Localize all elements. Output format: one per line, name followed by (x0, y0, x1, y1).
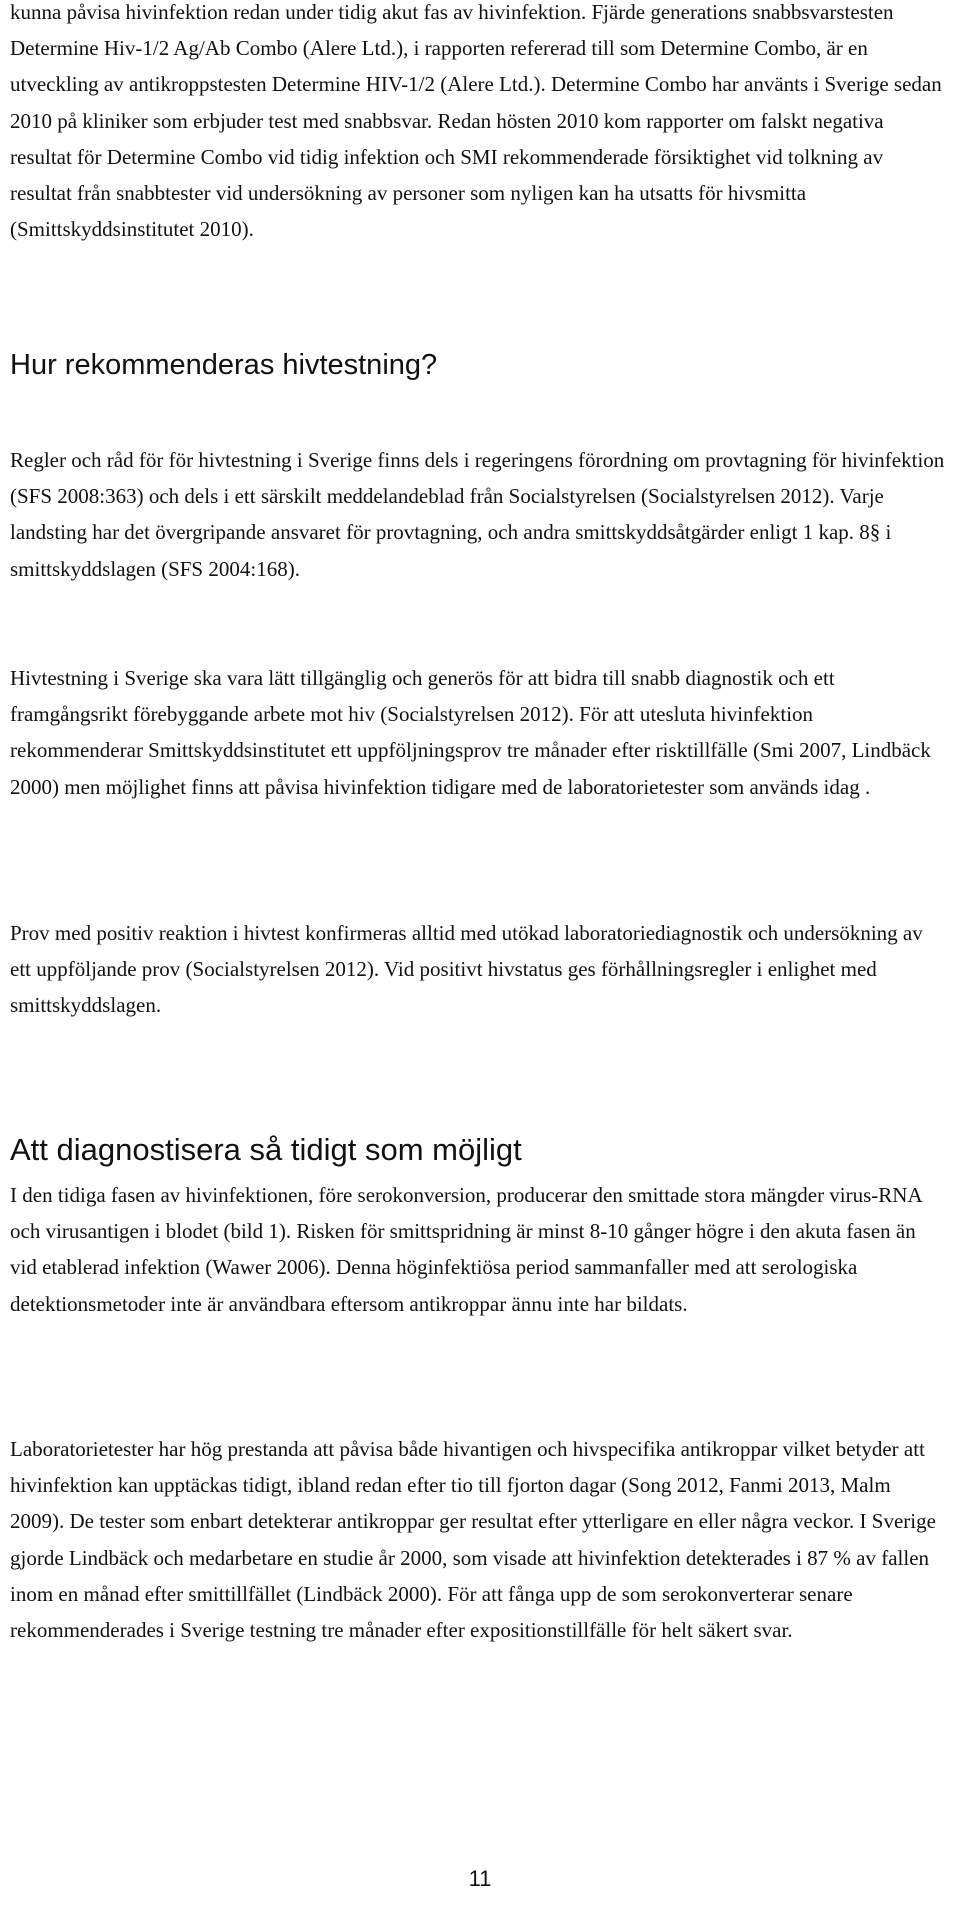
heading-early-diagnosis: Att diagnostisera så tidigt som möjligt (10, 1132, 522, 1167)
heading-hivtesting: Hur rekommenderas hivtestning? (10, 349, 438, 381)
intro-paragraph: kunna påvisa hivinfektion redan under tidig akut fas av hivinfektion. Fjärde generations snabbsvarstesten Determine Hiv-1/2 Ag/Ab Combo (Alere Ltd.), i rapporten refererad till som Determine Combo, är en utveckling av antikroppstesten Determine HIV-1/2 (Alere Ltd.). Determine Combo har använts i Sverige sedan 2010 på kliniker som erbjuder test med snabbsvar. Redan hösten 2010 kom rapporter om falskt negativa resultat för Determine Combo vid tidig infektion och SMI rekommenderade försiktighet vid tolkning av resultat från snabbtester vid undersökning av personer som nyligen kan ha utsatts för hivsmitta (Smittskyddsinstitutet 2010). (10, 0, 942, 242)
paragraph-testing-rules: Regler och råd för för hivtestning i Sverige finns dels i regeringens förordning om provtagning för hivinfektion (SFS 2008:363) och dels i ett särskilt meddelandeblad från Socialstyrelsen (Socialstyrelsen 2012). Varje landsting har det övergripande ansvaret för provtagning, och andra smittskyddsåtgärder enligt 1 kap. 8§ i smittskyddslagen (SFS 2004:168). (10, 448, 945, 581)
paragraph-testing-confirmation: Prov med positiv reaktion i hivtest konfirmeras alltid med utökad laboratoriediagnostik och undersökning av ett uppföljande prov (Socialstyrelsen 2012). Vid positivt hivstatus ges förhållningsregler i enlighet med smittskyddslagen. (10, 921, 923, 1018)
paragraph-laboratory-tests: Laboratorietester har hög prestanda att påvisa både hivantigen och hivspecifika antikroppar vilket betyder att hivinfektion kan upptäckas tidigt, ibland redan efter tio till fjorton dagar (Song 2012, Fanmi 2013, Malm 2009). De tester som enbart detekterar antikroppar ger resultat efter ytterligare en eller några veckor. I Sverige gjorde Lindbäck och medarbetare en studie år 2000, som visade att hivinfektion detekterades i 87 % av fallen inom en månad efter smittillfället (Lindbäck 2000). För att fånga upp de som serokonverterar senare rekommenderades i Sverige testning tre månader efter expositionstillfälle för helt säkert svar. (10, 1437, 936, 1643)
page-number: 11 (468, 1866, 492, 1891)
paragraph-testing-access: Hivtestning i Sverige ska vara lätt tillgänglig och generös för att bidra till snabb diagnostik och ett framgångsrikt förebyggande arbete mot hiv (Socialstyrelsen 2012). För att utesluta hivinfektion rekommenderar Smittskyddsinstitutet ett uppföljningsprov tre månader efter risktillfälle (Smi 2007, Lindbäck 2000) men möjlighet finns att påvisa hivinfektion tidigare med de laboratorietester som används idag . (10, 666, 931, 799)
paragraph-early-phase: I den tidiga fasen av hivinfektionen, före serokonversion, producerar den smittade stora mängder virus-RNA och virusantigen i blodet (bild 1). Risken för smittspridning är minst 8-10 gånger högre i den akuta fasen än vid etablerad infektion (Wawer 2006). Denna höginfektiösa period sammanfaller med att serologiska detektionsmetoder inte är användbara eftersom antikroppar ännu inte har bildats. (10, 1183, 922, 1316)
